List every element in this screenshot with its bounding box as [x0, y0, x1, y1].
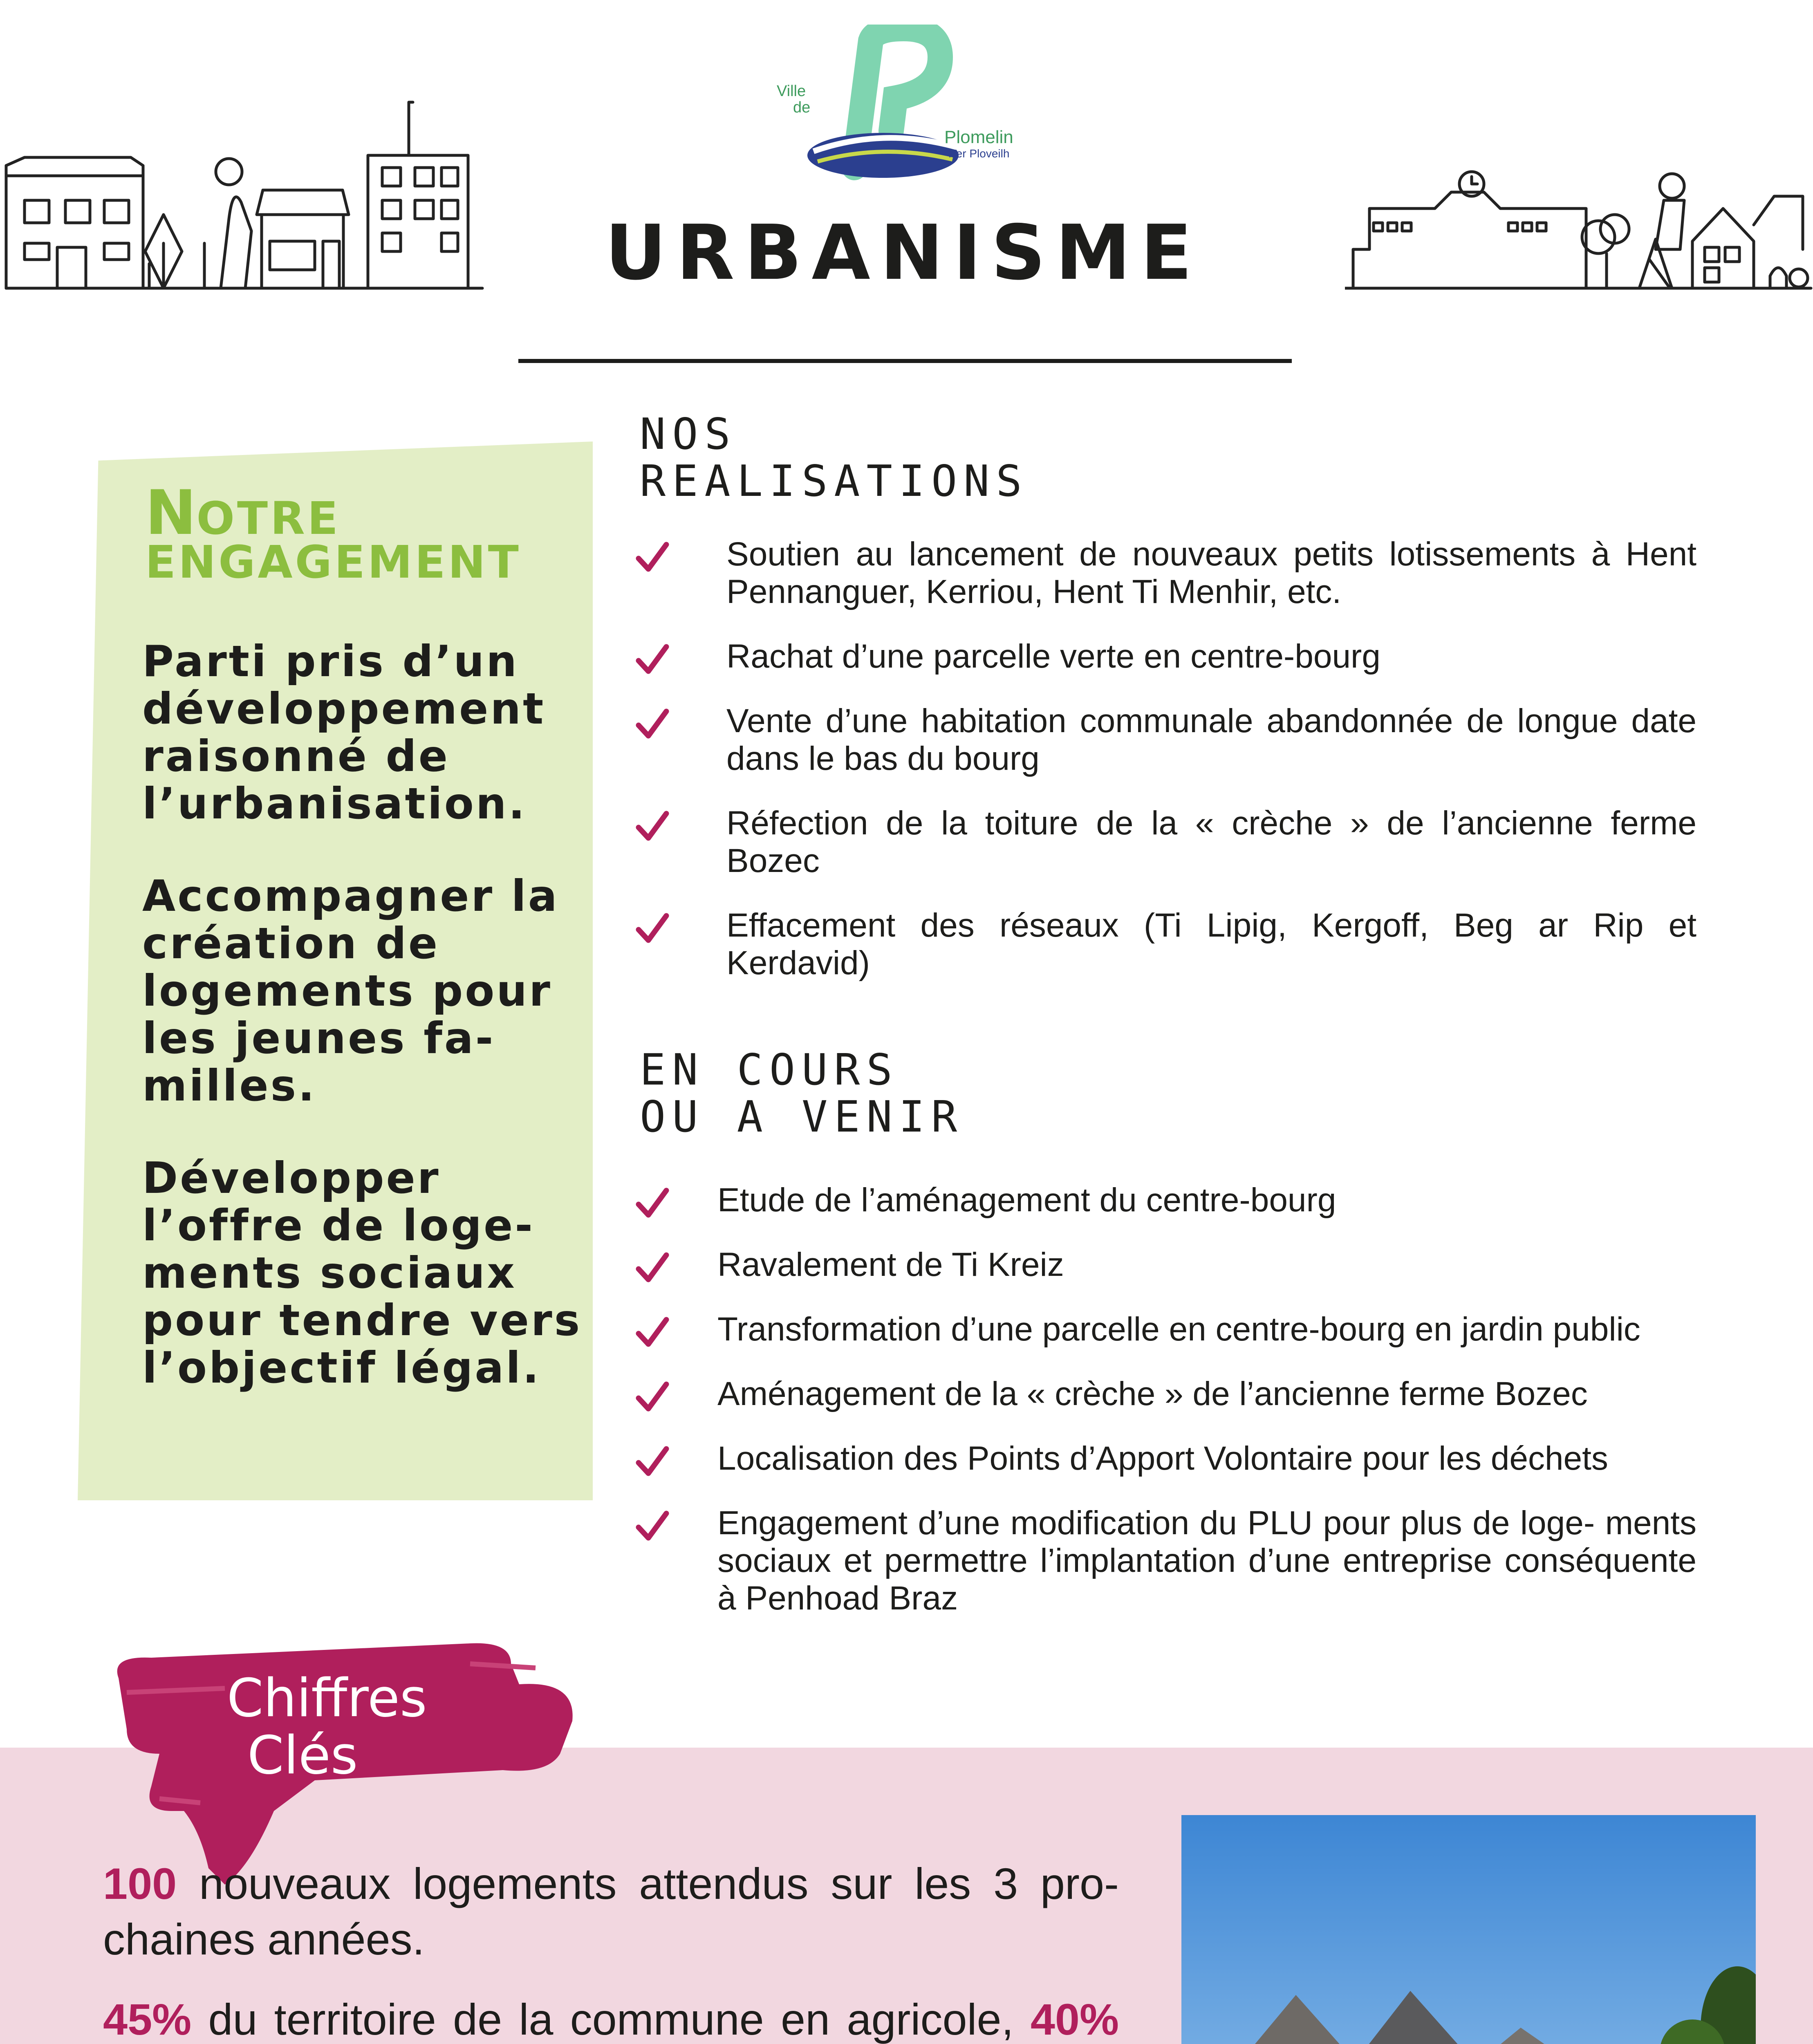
encours-list	[634, 1181, 1696, 1644]
list-item-text: Etude de l’aménagement du centre-bourg	[717, 1181, 1336, 1219]
key-figure-paragraph: 45% du territoire de la commune en agricole, 40%	[103, 1995, 1119, 2044]
list-item	[634, 1181, 1696, 1219]
check-icon	[634, 808, 670, 845]
title-divider	[518, 359, 1292, 363]
encours-heading-line1: EN COURS	[640, 1045, 899, 1095]
check-icon	[634, 1185, 670, 1221]
list-item	[634, 907, 1696, 982]
list-item	[634, 638, 1696, 675]
engagement-heading-rest: OTRE	[196, 492, 341, 545]
encours-heading	[640, 1047, 964, 1141]
engagement-heading	[145, 477, 574, 588]
town-sketch-left-icon	[0, 78, 486, 294]
engagement-paragraph: Développer l’offre de loge- ments sociaux pour tendre vers l’objectif légal.	[142, 1153, 582, 1393]
key-figure-number: 45%	[103, 1995, 192, 2044]
check-icon	[634, 641, 670, 678]
realisations-heading	[640, 411, 1029, 505]
check-icon	[634, 706, 670, 742]
realisations-heading-line1: NOS	[640, 409, 737, 459]
key-figures-label-line1: Chiffres	[227, 1668, 427, 1729]
check-icon	[634, 1314, 670, 1351]
svg-text:de: de	[793, 99, 811, 116]
list-item	[634, 1311, 1696, 1348]
svg-text:Ker Ploveilh: Ker Ploveilh	[948, 147, 1010, 160]
check-icon	[634, 1378, 670, 1415]
list-item-text: Aménagement de la « crèche » de l’ancienne ferme Bozec	[717, 1375, 1588, 1412]
realisations-list	[634, 536, 1696, 1009]
key-figure-number: 100	[103, 1859, 177, 1908]
check-icon	[634, 910, 670, 947]
list-item	[634, 1375, 1696, 1413]
engagement-text	[142, 638, 584, 1437]
key-figure-paragraph: 100 nouveaux logements attendus sur les 3 pro- chaines années.	[103, 1859, 1119, 1964]
key-figure-number: 40%	[1030, 1995, 1119, 2044]
list-item	[634, 1246, 1696, 1284]
encours-heading-line2: OU A VENIR	[640, 1092, 964, 1142]
engagement-paragraph: Accompagner la création de logements pour les jeunes fa- milles.	[142, 871, 559, 1111]
check-icon	[634, 1443, 670, 1480]
list-item	[634, 805, 1696, 880]
list-item-text: Soutien au lancement de nouveaux petits lotissements à Hent Pennanguer, Kerriou, Hent Ti Menhir, etc.	[726, 536, 1696, 610]
engagement-heading-line2: ENGAGEMENT	[145, 536, 521, 588]
svg-text:Ville: Ville	[777, 83, 806, 100]
key-figures-label-line2: Clés	[247, 1725, 358, 1786]
town-sketch-right-icon	[1345, 155, 1813, 294]
list-item-text: Ravalement de Ti Kreiz	[717, 1246, 1064, 1283]
list-item-text: Rachat d’une parcelle verte en centre-bourg	[726, 638, 1380, 675]
list-item	[634, 1440, 1696, 1477]
list-item-text: Transformation d’une parcelle en centre-bourg en jardin public	[717, 1311, 1640, 1348]
key-figures-text	[103, 1856, 1119, 2044]
list-item	[634, 1504, 1696, 1617]
plomelin-logo	[769, 25, 1055, 188]
engagement-paragraph: Parti pris d’un développement raisonné de l’urbanisation.	[142, 637, 546, 829]
key-figures-label	[227, 1670, 513, 1784]
list-item-text: Localisation des Points d’Apport Volontaire pour les déchets	[717, 1440, 1608, 1477]
page-title: URBANISME	[605, 208, 1202, 297]
list-item-text: Vente d’une habitation communale abandonnée de longue date dans le bas du bourg	[726, 702, 1696, 777]
realisations-heading-line2: REALISATIONS	[640, 456, 1029, 506]
check-icon	[634, 1249, 670, 1286]
list-item-text: Engagement d’une modification du PLU pour plus de loge- ments sociaux et permettre l’implantation d’une entreprise conséquente à Penhoad Braz	[717, 1504, 1696, 1617]
housing-photo	[1181, 1815, 1756, 2044]
check-icon	[634, 539, 670, 576]
engagement-heading-initial: N	[145, 477, 197, 549]
list-item-text: Réfection de la toiture de la « crèche » de l’ancienne ferme Bozec	[726, 805, 1696, 879]
list-item-text: Effacement des réseaux (Ti Lipig, Kergoff, Beg ar Rip et Kerdavid)	[726, 907, 1696, 982]
check-icon	[634, 1508, 670, 1544]
svg-text:Plomelin: Plomelin	[944, 127, 1013, 147]
list-item	[634, 702, 1696, 778]
list-item	[634, 536, 1696, 611]
